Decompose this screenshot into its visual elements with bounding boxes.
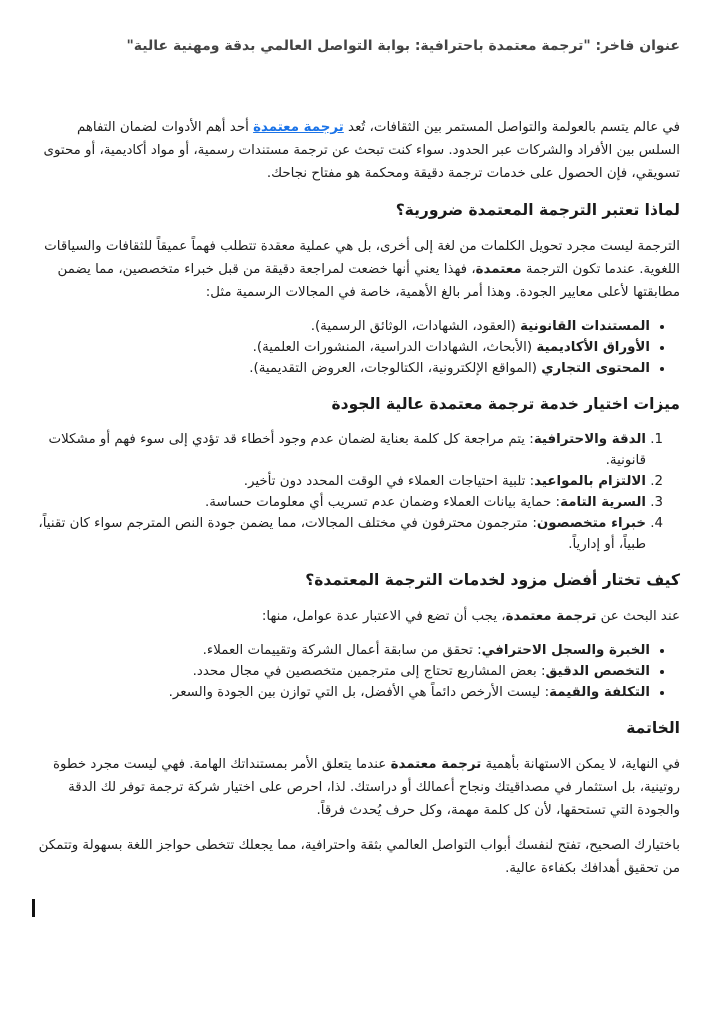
section1-text-after: ، فهذا يعني أنها خضعت لمراجعة دقيقة من قبل خبراء متخصصين، مما يضمن مطابقتها لأعلى معايير الجودة. وهذا أمر بالغ الأهمية، خاصة في المجالات الرسمية مثل:: [57, 262, 680, 300]
section3-list: [32, 640, 680, 703]
list-item-text: : تحقق من سابقة أعمال الشركة وتقييمات العملاء.: [202, 643, 482, 658]
list-item-text: : بعض المشاريع تحتاج إلى مترجمين متخصصين في مجال محدد.: [192, 664, 546, 679]
list-item: [32, 661, 650, 682]
list-item-bold: الدقة والاحترافية: [533, 432, 646, 447]
conclusion-text-after: عندما يتعلق الأمر بمستنداتك الهامة. فهي ليست مجرد خطوة روتينية، بل استثمار في مصداقيتك ونجاح أعمالك أو دراستك. لذا، احرص على اختيار شركة ترجمة توفر لك الدقة والجودة التي تستحقها، لأن كل كلمة مهمة، وكل حرف يُحدث فرقاً.: [52, 757, 680, 818]
intro-text-before: في عالم يتسم بالعولمة والتواصل المستمر بين الثقافات، تُعد: [343, 120, 680, 135]
list-item-text: (العقود، الشهادات، الوثائق الرسمية).: [310, 319, 521, 334]
list-item-text: : تلبية احتياجات العملاء في الوقت المحدد دون تأخير.: [243, 474, 535, 489]
list-item-bold: الخبرة والسجل الاحترافي: [481, 643, 650, 658]
list-item-text: (الأبحاث، الشهادات الدراسية، المنشورات العلمية).: [252, 340, 537, 355]
intro-text-after: أحد أهم الأدوات لضمان التفاهم السلس بين الأفراد والشركات عبر الحدود. سواء كنت تبحث عن ترجمة مستندات رسمية، أو مواد أكاديمية، أو محتوى تسويقي، فإن الحصول على خدمات ترجمة دقيقة ومحكمة هو مفتاح نجاحك.: [43, 120, 680, 181]
list-item-bold: الأوراق الأكاديمية: [536, 340, 650, 355]
conclusion-text-before: في النهاية، لا يمكن الاستهانة بأهمية: [481, 757, 680, 772]
list-item: [32, 358, 650, 379]
list-item-bold: السرية التامة: [560, 495, 646, 510]
section3-text-after: ، يجب أن تضع في الاعتبار عدة عوامل، منها:: [261, 609, 506, 624]
list-item: [32, 316, 650, 337]
list-item-text: : يتم مراجعة كل كلمة بعناية لضمان عدم وجود أخطاء قد تؤدي إلى سوء فهم أو مشكلات قانونية.: [48, 432, 646, 468]
document-title: عنوان فاخر: "ترجمة معتمدة باحترافية: بوابة التواصل العالمي بدقة ومهنية عالية": [126, 38, 680, 54]
section2-list: [32, 429, 680, 555]
list-item: [32, 640, 650, 661]
conclusion-heading: الخاتمة: [626, 719, 680, 737]
list-item-bold: التخصص الدقيق: [545, 664, 650, 679]
section1-paragraph: [32, 235, 680, 304]
intro-paragraph: [32, 116, 680, 185]
conclusion-paragraph-2: باختيارك الصحيح، تفتح لنفسك أبواب التواصل العالمي بثقة واحترافية، مما يجعلك تتخطى حواجز اللغة بسهولة وتتمكن من تحقيق أهدافك بكفاءة عالية.: [38, 838, 680, 876]
section1-list: [32, 316, 680, 379]
spacer: [32, 58, 680, 116]
list-item-bold: المحتوى التجاري: [541, 361, 650, 376]
section1-heading: لماذا تعتبر الترجمة المعتمدة ضرورية؟: [395, 201, 680, 219]
list-item-text: : حماية بيانات العملاء وضمان عدم تسريب أي معلومات حساسة.: [204, 495, 561, 510]
section3-bold: ترجمة معتمدة: [505, 609, 597, 624]
text-cursor[interactable]: [32, 899, 35, 917]
section1-text-before: الترجمة ليست مجرد تحويل الكلمات من لغة إلى أخرى، بل هي عملية معقدة تتطلب فهماً عميقاً للثقافات والسياقات اللغوية. عندما تكون الترجمة: [44, 239, 680, 277]
list-item: [32, 337, 650, 358]
section1-bold: معتمدة: [475, 262, 522, 277]
list-item-bold: المستندات القانونية: [520, 319, 650, 334]
list-item-bold: التكلفة والقيمة: [549, 685, 650, 700]
list-item: [32, 682, 650, 703]
list-item-text: : مترجمون محترفون في مختلف المجالات، مما يضمن جودة النص المترجم سواء كان تقنياً، طبياً، أو إدارياً.: [38, 516, 646, 552]
list-item-text: (المواقع الإلكترونية، الكتالوجات، العروض التقديمية).: [249, 361, 542, 376]
section3-paragraph: [32, 605, 680, 628]
section2-heading: ميزات اختيار خدمة ترجمة معتمدة عالية الجودة: [331, 395, 680, 413]
section3-heading: كيف تختار أفضل مزود لخدمات الترجمة المعتمدة؟: [305, 571, 680, 589]
list-item: [32, 492, 646, 513]
section3-text-before: عند البحث عن: [596, 609, 680, 624]
conclusion-paragraph-1: [32, 753, 680, 822]
list-item: [32, 429, 646, 471]
certified-translation-link[interactable]: ترجمة معتمدة: [253, 120, 344, 135]
list-item: [32, 471, 646, 492]
list-item: [32, 513, 646, 555]
list-item-text: : ليست الأرخص دائماً هي الأفضل، بل التي توازن بين الجودة والسعر.: [168, 685, 550, 700]
list-item-bold: خبراء متخصصون: [536, 516, 646, 531]
list-item-bold: الالتزام بالمواعيد: [534, 474, 646, 489]
conclusion-bold: ترجمة معتمدة: [390, 757, 482, 772]
